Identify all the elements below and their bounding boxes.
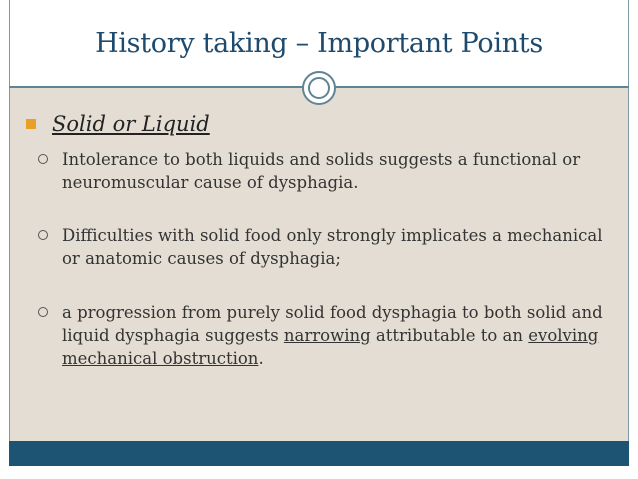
bullet-item: [38, 224, 608, 270]
underlined-term: narrowing: [283, 326, 371, 345]
content-area: [9, 88, 629, 441]
underlined-term: evolving mechanical obstruction: [62, 326, 599, 368]
bullet-text: Intolerance to both liquids and solids suggests a functional or neuromuscular cause of dysphagia.: [62, 150, 581, 192]
bullet-text-part: a progression from purely solid food dysphagia to both solid and liquid dysphagia suggests: [62, 303, 603, 345]
circle-bullet-icon: [38, 230, 48, 240]
circle-ornament-icon: [302, 71, 336, 105]
bullet-text-part: .: [258, 349, 264, 368]
circle-bullet-icon: [38, 154, 48, 164]
bullet-item: [38, 301, 608, 370]
slide: [9, 0, 629, 466]
heading-item: [24, 112, 624, 136]
bullet-item: [38, 148, 608, 194]
bullet-text-part: attributable to an: [370, 326, 529, 345]
bullet-text: [62, 301, 608, 370]
bottom-bar: [9, 441, 629, 466]
square-bullet-icon: [26, 119, 36, 129]
bullet-text: Difficulties with solid food only strongly implicates a mechanical or anatomic causes of dysphagia;: [62, 226, 603, 268]
heading-text: Solid or Liquid: [52, 112, 210, 136]
circle-ornament-inner: [308, 77, 330, 99]
circle-bullet-icon: [38, 307, 48, 317]
slide-title: History taking – Important Points: [95, 28, 543, 59]
